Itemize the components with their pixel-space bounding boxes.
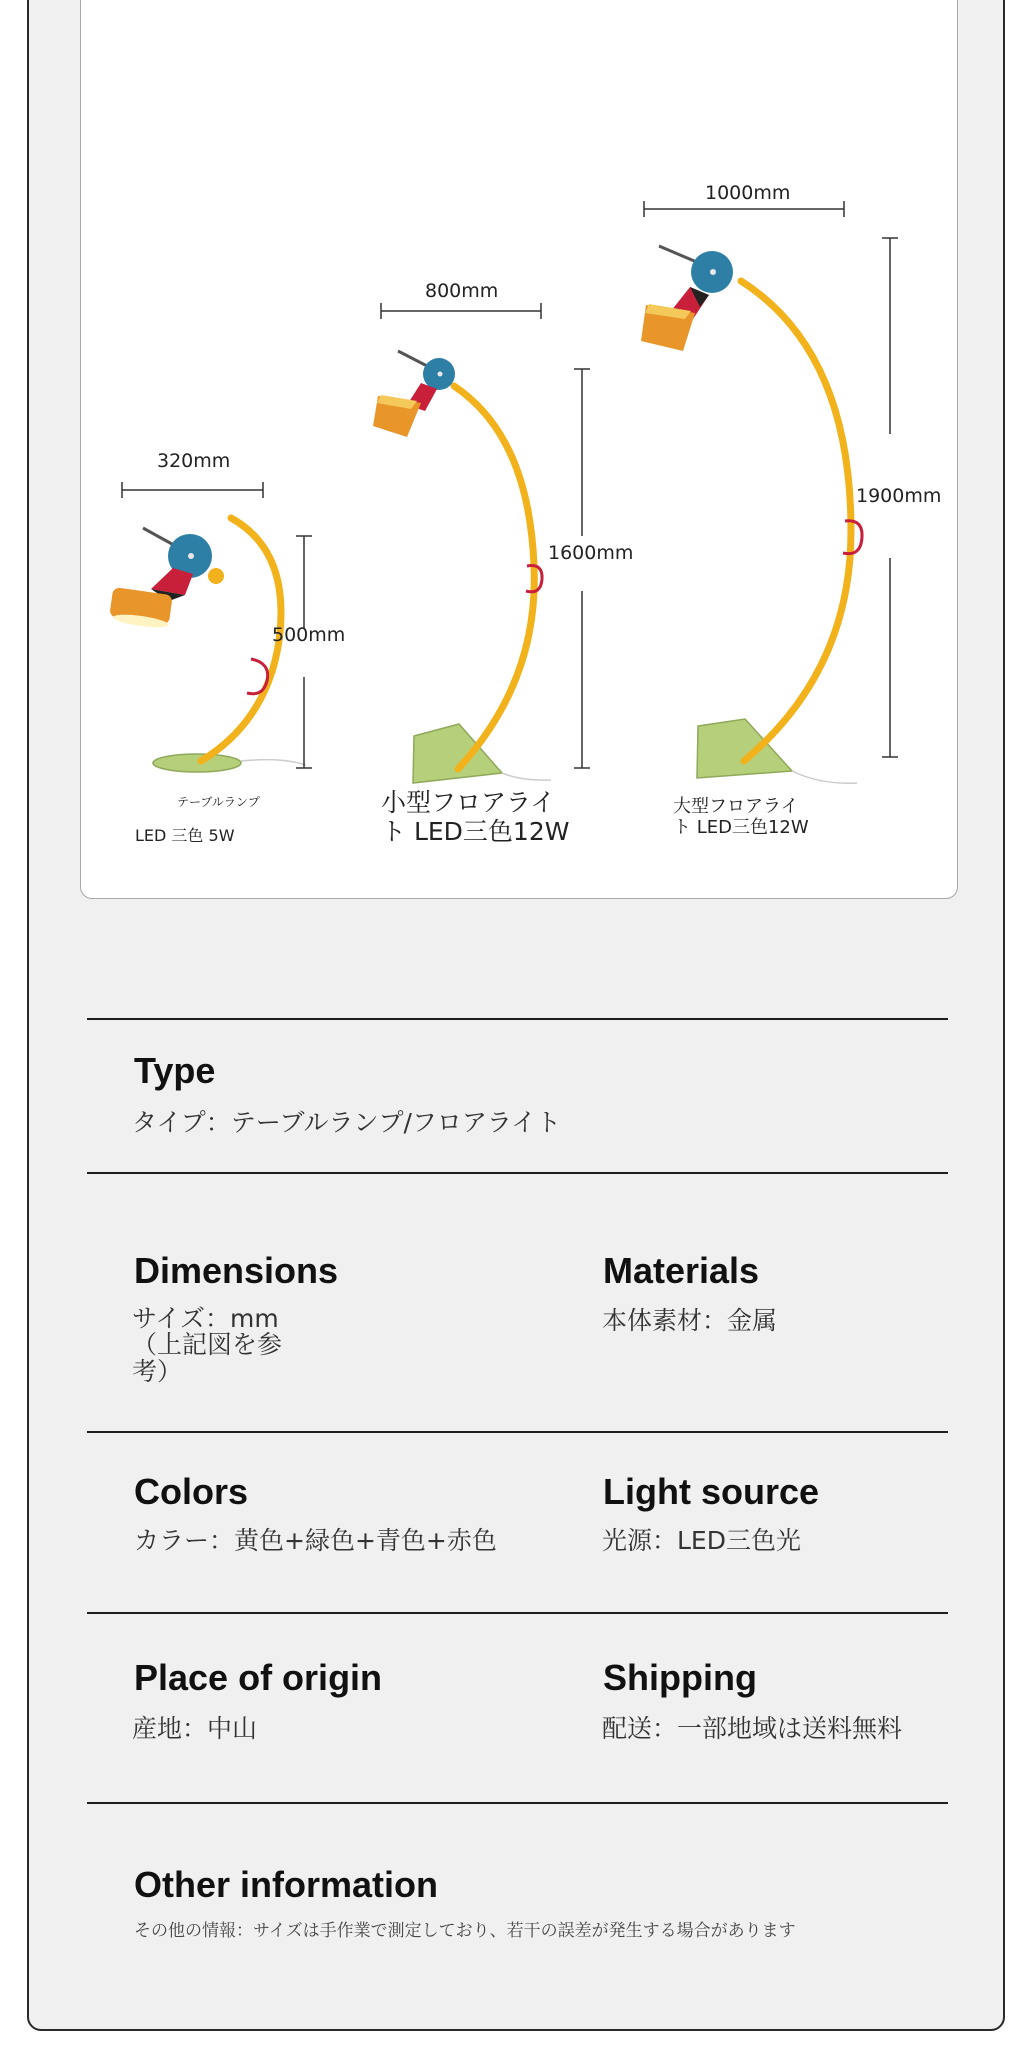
dimensions-value: サイズ：mm （上記図を参 考）	[132, 1304, 283, 1386]
materials-value: 本体素材：金属	[602, 1306, 778, 1335]
other-information-value: その他の情報：サイズは手作業で測定しており、若干の誤差が発生する場合があります	[134, 1921, 796, 1941]
product-dimension-image	[80, 0, 958, 899]
divider	[87, 1612, 948, 1614]
large-floor-lamp-illustration	[641, 246, 862, 783]
type-title: Type	[134, 1050, 216, 1091]
table-lamp-spec: LED 三色 5W	[135, 826, 235, 845]
small-floor-lamp-illustration	[373, 351, 551, 783]
divider	[87, 1802, 948, 1804]
dimensions-title: Dimensions	[134, 1250, 339, 1291]
other-information-title: Other information	[134, 1864, 438, 1905]
table-lamp-name: テーブルランプ	[177, 795, 260, 809]
large-floor-height-label: 1900mm	[856, 485, 942, 507]
divider	[87, 1018, 948, 1020]
colors-title: Colors	[134, 1471, 249, 1512]
large-floor-width-label: 1000mm	[705, 182, 791, 204]
shipping-value: 配送：一部地域は送料無料	[602, 1714, 903, 1743]
divider	[87, 1172, 948, 1174]
small-floor-lamp-dimension-lines	[381, 303, 590, 768]
large-floor-lamp-dimension-lines	[644, 201, 898, 757]
table-lamp-height-label: 500mm	[272, 624, 346, 646]
place-of-origin-title: Place of origin	[134, 1657, 383, 1698]
shipping-title: Shipping	[603, 1657, 757, 1698]
small-floor-width-label: 800mm	[425, 280, 499, 302]
light-source-title: Light source	[603, 1471, 820, 1512]
type-value: タイプ：テーブルランプ/フロアライト	[132, 1108, 562, 1137]
divider	[87, 1431, 948, 1433]
materials-title: Materials	[603, 1250, 760, 1291]
light-source-value: 光源：LED三色光	[602, 1526, 801, 1555]
table-lamp-width-label: 320mm	[157, 450, 231, 472]
place-of-origin-value: 産地：中山	[132, 1714, 258, 1743]
small-floor-height-label: 1600mm	[548, 542, 634, 564]
large-floor-lamp-caption: 大型フロアライ ト LED三色12W	[673, 796, 809, 838]
small-floor-lamp-caption: 小型フロアライ ト LED三色12W	[381, 788, 570, 846]
colors-value: カラー：黄色+緑色+青色+赤色	[134, 1526, 497, 1555]
